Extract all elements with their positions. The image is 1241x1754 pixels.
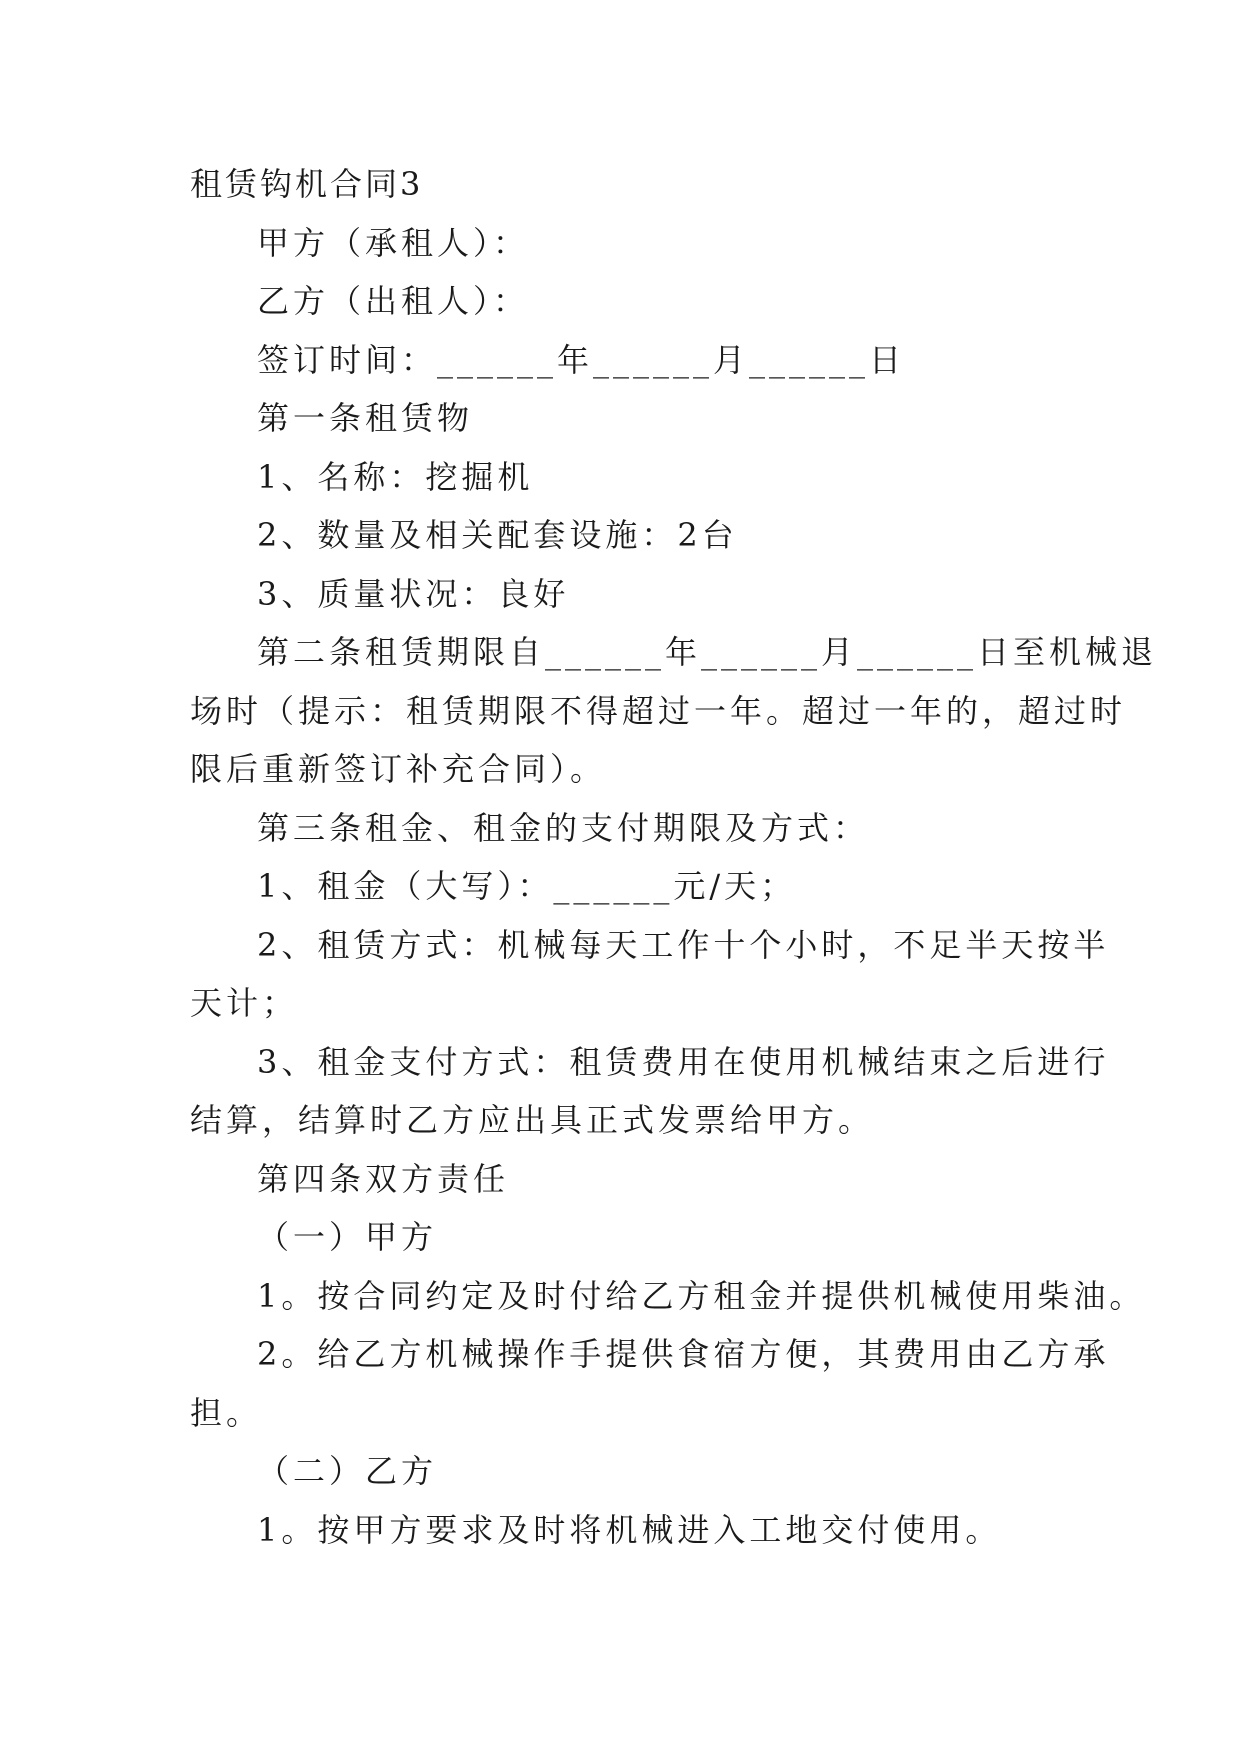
- article-2-line-1: 第二条租赁期限自______年______月______日至机械退: [257, 633, 1158, 671]
- article-3-item-3-line-1: 3、租金支付方式：租赁费用在使用机械结束之后进行: [257, 1042, 1110, 1081]
- party-b-section-heading: （二）乙方: [257, 1452, 438, 1490]
- article-2-line-2: 场时（提示：租赁期限不得超过一年。超过一年的，超过时: [190, 691, 1127, 730]
- party-b-line: 乙方（出租人）：: [257, 282, 530, 320]
- party-b-duty-1: 1。按甲方要求及时将机械进入工地交付使用。: [257, 1510, 1002, 1549]
- article-4-heading: 第四条双方责任: [257, 1159, 510, 1198]
- document-title: 租赁钩机合同3: [190, 165, 424, 203]
- party-a-duty-1: 1。按合同约定及时付给乙方租金并提供机械使用柴油。: [257, 1276, 1146, 1315]
- party-a-duty-2-line-2: 担。: [190, 1393, 263, 1432]
- article-1-item-3: 3、质量状况：良好: [257, 574, 570, 613]
- article-2-line-3: 限后重新签订补充合同）。: [190, 750, 607, 788]
- article-3-item-2-line-1: 2、租赁方式：机械每天工作十个小时，不足半天按半: [257, 925, 1110, 964]
- party-a-duty-2-line-1: 2。给乙方机械操作手提供食宿方便，其费用由乙方承: [257, 1335, 1110, 1373]
- article-3-item-3-line-2: 结算，结算时乙方应出具正式发票给甲方。: [190, 1101, 875, 1139]
- contract-body: [190, 155, 1158, 1559]
- article-3-item-2-line-2: 天计；: [190, 984, 299, 1022]
- party-a-section-heading: （一）甲方: [257, 1218, 438, 1256]
- article-3-item-1: 1、租金（大写）：______元/天；: [257, 867, 797, 905]
- party-a-line: 甲方（承租人）：: [257, 223, 530, 262]
- article-1-item-1: 1、名称：挖掘机: [257, 457, 534, 496]
- signing-date-line: 签订时间：______年______月______日: [257, 340, 906, 379]
- article-1-heading: 第一条租赁物: [257, 399, 474, 437]
- article-1-item-2: 2、数量及相关配套设施：2台: [257, 516, 738, 554]
- article-3-heading: 第三条租金、租金的支付期限及方式：: [257, 808, 870, 847]
